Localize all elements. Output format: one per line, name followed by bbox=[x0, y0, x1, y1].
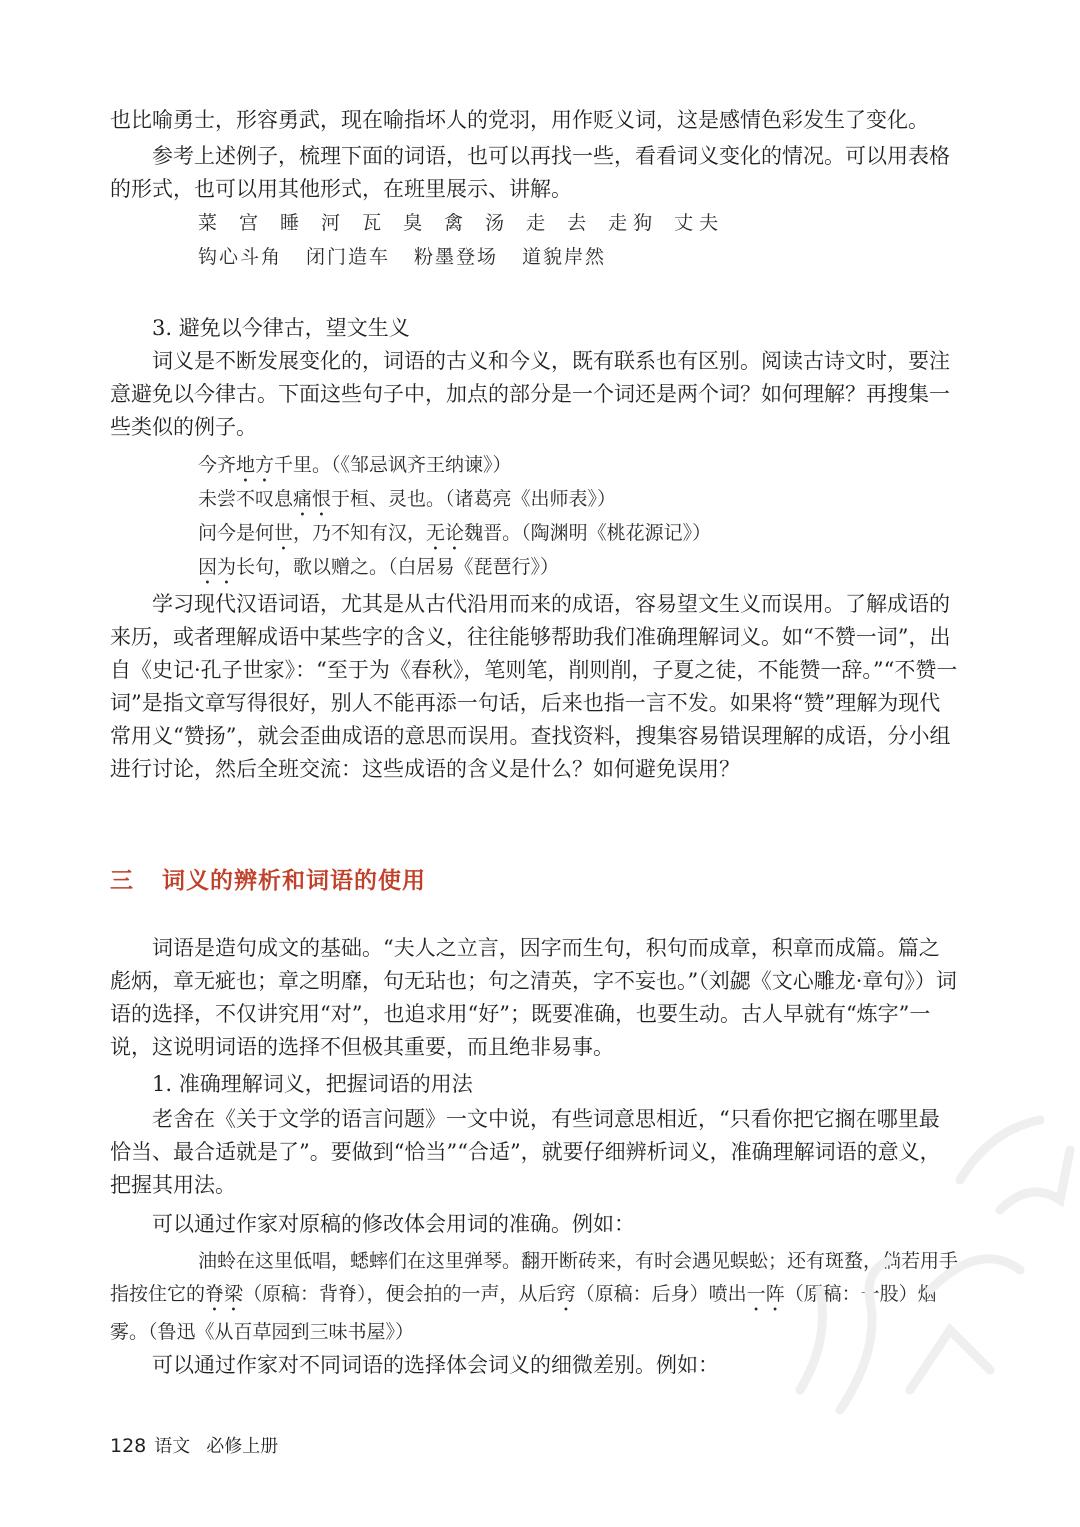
quote-text: （原稿：后身）喷出 bbox=[575, 1283, 747, 1305]
subsection-1-title: 1. 准确理解词义，把握词语的用法 bbox=[152, 1072, 473, 1096]
section-number: 三 bbox=[110, 868, 134, 894]
example-text: 未尝不叹息 bbox=[198, 488, 294, 510]
word-list-idioms bbox=[198, 240, 630, 275]
dotted-word: 窍 bbox=[556, 1283, 576, 1305]
idiom-item: 闭门造车 bbox=[306, 246, 391, 268]
word-item: 臭 bbox=[403, 212, 429, 234]
word-item: 走 bbox=[526, 212, 552, 234]
example-sentence-4 bbox=[198, 550, 968, 589]
word-item: 汤 bbox=[485, 212, 511, 234]
paragraph-revision-intro: 可以通过作家对原稿的修改体会用词的准确。例如： bbox=[152, 1212, 635, 1236]
word-item: 禽 bbox=[444, 212, 470, 234]
word-item: 丈夫 bbox=[674, 212, 725, 234]
page-footer bbox=[110, 1432, 294, 1458]
example-text: 于桓、灵也。（诸葛亮《出师表》） bbox=[331, 488, 617, 510]
dotted-word: 因为 bbox=[198, 556, 237, 578]
quote-text: （原稿：一股）烟雾。（鲁迅《从百草园到三味书屋》） bbox=[110, 1283, 937, 1343]
word-item: 瓦 bbox=[362, 212, 388, 234]
word-item: 宫 bbox=[239, 212, 265, 234]
paragraph-section-intro: 词语是造句成文的基础。“夫人之立言，因字而生句，积句而成章，积章而成篇。篇之彪炳，章无疵也；章之明靡，句无玷也；句之清英，字不妄也。”（刘勰《文心雕龙·章句》）词语的选择，不仅讲究用“对”，也追求用“好”；既要准确，也要生动。古人早就有“炼字”一说，这说明词语的选择不但极其重要，而且绝非易事。 bbox=[110, 936, 957, 1059]
idiom-item: 粉墨登场 bbox=[414, 246, 499, 268]
luxun-quote bbox=[110, 1245, 965, 1349]
paragraph-reference-task: 参考上述例子，梳理下面的词语，也可以再找一些，看看词义变化的情况。可以用表格的形式，也可以用其他形式，在班里展示、讲解。 bbox=[110, 144, 950, 201]
dotted-word: 地方 bbox=[236, 454, 275, 476]
book-subject: 语文 bbox=[154, 1436, 191, 1457]
example-text: 千里。（《邹忌讽齐王纳谏》） bbox=[274, 454, 512, 476]
dotted-word: 无论 bbox=[426, 522, 465, 544]
section-title: 词义的辨析和词语的使用 bbox=[162, 868, 426, 894]
dotted-word: 世 bbox=[274, 522, 294, 544]
section-heading bbox=[110, 862, 426, 895]
paragraph-laoshe: 老舍在《关于文学的语言问题》一文中说，有些词意思相近，“只看你把它搁在哪里最恰当、最合适就是了”。要做到“恰当”“合适”，就要仔细辨析词义，准确理解词语的意义，把握其用法。 bbox=[110, 1107, 941, 1197]
quote-text: （原稿：背脊），便会拍的一声，从后 bbox=[243, 1283, 557, 1305]
word-item: 去 bbox=[567, 212, 593, 234]
word-item: 睡 bbox=[280, 212, 306, 234]
paragraph-intro-continued: 也比喻勇士，形容勇武，现在喻指坏人的党羽，用作贬义词，这是感情色彩发生了变化。 bbox=[110, 108, 929, 132]
book-volume: 必修上册 bbox=[206, 1436, 279, 1457]
example-text: ，乃不知有汉， bbox=[293, 522, 427, 544]
example-text: 魏晋。（陶渊明《桃花源记》） bbox=[464, 522, 712, 544]
paragraph-subsection-3: 词义是不断发展变化的，词语的古义和今义，既有联系也有区别。阅读古诗文时，要注意避免以今律古。下面这些句子中，加点的部分是一个词还是两个词？如何理解？再搜集一些类似的例子。 bbox=[110, 349, 950, 439]
paragraph-chengyu: 学习现代汉语词语，尤其是从古代沿用而来的成语，容易望文生义而误用。了解成语的来历，或者理解成语中某些字的含义，往往能够帮助我们准确理解词义。如“不赞一词”，出自《史记·孔子世家》：“至于为《春秋》，笔则笔，削则削，子夏之徒，不能赞一辞。”“不赞一词”是指文章写得很好，别人不能再添一句话，后来也指一言不发。如果将“赞”理解为现代常用义“赞扬”，就会歪曲成语的意思而误用。查找资料，搜集容易错误理解的成语，分小组进行讨论，然后全班交流：这些成语的含义是什么？如何避免误用？ bbox=[110, 592, 958, 781]
dotted-word: 脊梁 bbox=[205, 1283, 244, 1305]
idiom-item: 道貌岸然 bbox=[522, 246, 607, 268]
word-item: 菜 bbox=[198, 212, 224, 234]
word-list-single bbox=[198, 206, 740, 241]
example-text: 问今是何 bbox=[198, 522, 275, 544]
dotted-word: 痛恨 bbox=[293, 488, 332, 510]
dotted-word: 一阵 bbox=[746, 1283, 785, 1305]
page-number: 128 bbox=[110, 1435, 147, 1457]
quote-text: 油蛉在这里低唱，蟋蟀们在这里弹琴。翻开断砖来，有时会遇见蜈蚣；还有斑蝥，倘若用手指按住它的 bbox=[110, 1250, 959, 1305]
paragraph-word-choice: 可以通过作家对不同词语的选择体会词义的细微差别。例如： bbox=[152, 1353, 719, 1377]
word-item: 河 bbox=[321, 212, 347, 234]
example-text: 今齐 bbox=[198, 454, 237, 476]
word-item: 走狗 bbox=[608, 212, 659, 234]
subsection-3-title: 3. 避免以今律古，望文生义 bbox=[152, 316, 410, 340]
example-text: 长句，歌以赠之。（白居易《琵琶行》） bbox=[236, 556, 560, 578]
idiom-item: 钩心斗角 bbox=[198, 246, 283, 268]
